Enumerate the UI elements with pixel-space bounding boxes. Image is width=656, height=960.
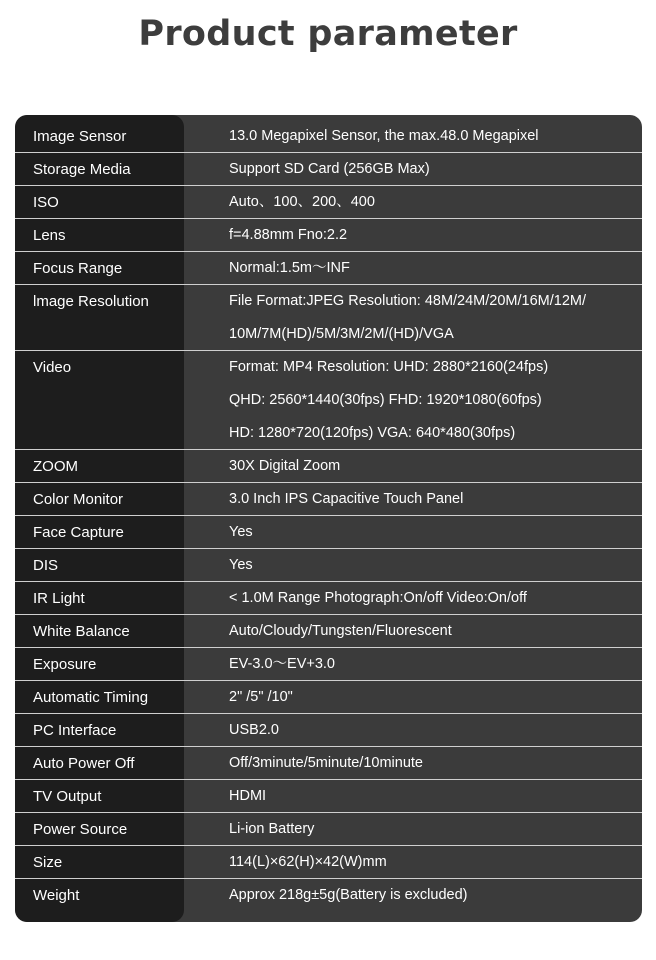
spec-value-line: EV-3.0～EV+3.0 [229,656,335,672]
spec-value-line: File Format:JPEG Resolution: 48M/24M/20M/16M/12M/ [229,293,586,309]
spec-value-line: Yes [229,557,253,573]
spec-value-line: 10M/7M(HD)/5M/3M/2M/(HD)/VGA [229,326,454,342]
spec-row [15,747,642,780]
spec-value-line: Approx 218g±5g(Battery is excluded) [229,887,468,903]
spec-row [15,813,642,846]
spec-value [229,681,632,714]
spec-label: lmage Resolution [33,293,149,310]
spec-value [229,450,632,483]
spec-label: Lens [33,227,66,244]
spec-value-line: 2" /5" /10" [229,689,293,705]
spec-value-line: Auto、100、200、400 [229,194,375,210]
spec-value-line: HDMI [229,788,267,804]
spec-row [15,483,642,516]
spec-value-line: Format: MP4 Resolution: UHD: 2880*2160(24fps) [229,359,549,375]
spec-label: Automatic Timing [33,689,149,706]
spec-label: Storage Media [33,161,131,178]
spec-value-line: Off/3minute/5minute/10minute [229,755,423,771]
spec-row [15,681,642,714]
spec-value [229,351,632,450]
page-title: Product parameter [138,14,518,54]
spec-label: Auto Power Off [33,755,135,772]
spec-value-line: 13.0 Megapixel Sensor, the max.48.0 Megapixel [229,128,539,144]
spec-row [15,115,642,153]
spec-label: Size [33,854,63,871]
spec-table [15,115,642,922]
spec-value [229,120,632,153]
spec-value [229,615,632,648]
spec-value-line: f=4.88mm Fno:2.2 [229,227,348,243]
spec-label: Weight [33,887,80,904]
spec-value-line: Normal:1.5m～INF [229,260,350,276]
spec-value [229,582,632,615]
spec-label: White Balance [33,623,130,640]
spec-value [229,153,632,186]
spec-value-line: < 1.0M Range Photograph:On/off Video:On/off [229,590,527,606]
spec-row [15,153,642,186]
spec-value [229,252,632,285]
spec-value-line: Auto/Cloudy/Tungsten/Fluorescent [229,623,452,639]
spec-row [15,252,642,285]
spec-value [229,549,632,582]
spec-value-line: USB2.0 [229,722,279,738]
spec-value [229,483,632,516]
spec-value [229,186,632,219]
spec-row [15,285,642,351]
spec-value [229,516,632,549]
spec-label: ZOOM [33,458,78,475]
spec-label: Video [33,359,72,376]
spec-value [229,648,632,681]
spec-value [229,219,632,252]
spec-value [229,879,632,912]
spec-value-line: QHD: 2560*1440(30fps) FHD: 1920*1080(60fps) [229,392,542,408]
spec-row [15,846,642,879]
spec-value-line: Li-ion Battery [229,821,315,837]
spec-label: DIS [33,557,59,574]
spec-value [229,780,632,813]
spec-row [15,516,642,549]
spec-label: IR Light [33,590,85,607]
spec-label: Exposure [33,656,97,673]
spec-label: Focus Range [33,260,123,277]
spec-value [229,747,632,780]
spec-row [15,582,642,615]
spec-value [229,285,632,351]
spec-value [229,714,632,747]
spec-value-line: 30X Digital Zoom [229,458,341,474]
spec-label: ISO [33,194,59,211]
spec-rows [15,115,642,922]
spec-label: PC Interface [33,722,117,739]
spec-label: TV Output [33,788,102,805]
spec-label: Color Monitor [33,491,124,508]
spec-value [229,846,632,879]
spec-row [15,648,642,681]
spec-value [229,813,632,846]
spec-row [15,714,642,747]
spec-value-line: Yes [229,524,253,540]
spec-value-line: Support SD Card (256GB Max) [229,161,430,177]
spec-label: Power Source [33,821,128,838]
spec-value-line: 3.0 Inch IPS Capacitive Touch Panel [229,491,464,507]
spec-label: Face Capture [33,524,124,541]
spec-row [15,351,642,450]
spec-row [15,219,642,252]
spec-row [15,186,642,219]
spec-row [15,549,642,582]
spec-row [15,615,642,648]
spec-value-line: HD: 1280*720(120fps) VGA: 640*480(30fps) [229,425,516,441]
spec-label: Image Sensor [33,128,127,145]
spec-value-line: 114(L)×62(H)×42(W)mm [229,854,387,870]
spec-row [15,450,642,483]
spec-row [15,879,642,912]
spec-row [15,780,642,813]
